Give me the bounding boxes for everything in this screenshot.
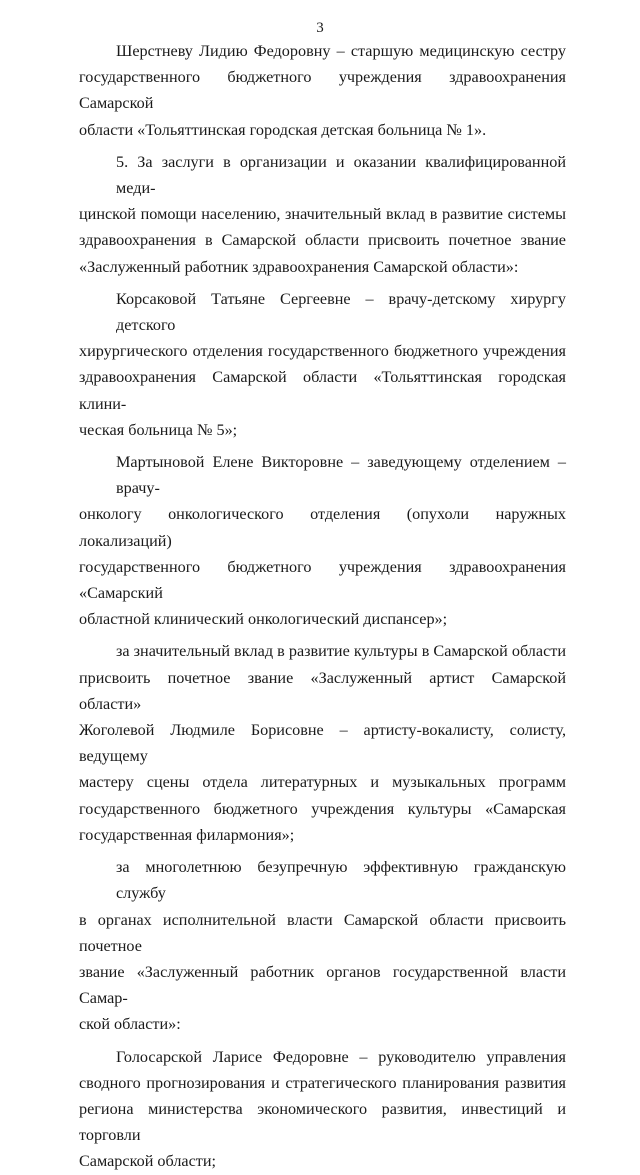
text-line: Шерстневу Лидию Федоровну – старшую медицинскую сестру	[116, 42, 566, 60]
text-line: областной клинический онкологический диспансер»;	[79, 610, 448, 629]
text-line: цинской помощи населению, значительный вклад в развитие системы	[79, 205, 566, 224]
text-line: в органах исполнительной власти Самарской области присвоить почетное	[79, 910, 566, 955]
text-line: звание «Заслуженный работник органов государственной власти Самар-	[79, 962, 566, 1008]
text-line: государственного бюджетного учреждения здравоохранения «Самарский	[79, 557, 566, 603]
text-line: Корсаковой Татьяне Сергеевне – врачу-детскому хирургу детского	[116, 289, 566, 335]
text-line: онкологу онкологического отделения (опухоли наружных локализаций)	[79, 505, 566, 550]
paragraph-culture	[79, 638, 566, 848]
document-body	[79, 38, 566, 1175]
page-number: 3	[316, 20, 324, 36]
text-line: сводного прогнозирования и стратегического планирования развития	[79, 1073, 566, 1092]
text-line: хирургического отделения государственного бюджетного учреждения	[79, 342, 566, 361]
text-line: области «Тольяттинская городская детская больница № 1».	[79, 120, 487, 139]
text-line: Голосарской Ларисе Федоровне – руководителю управления	[116, 1047, 566, 1066]
text-line: за значительный вклад в развитие культуры в Самарской области	[116, 642, 566, 661]
paragraph-item-5	[79, 149, 566, 280]
text-line: региона министерства экономического развития, инвестиций и торговли	[79, 1099, 566, 1145]
text-line: Самарской области;	[79, 1152, 217, 1171]
paragraph-korsakova	[79, 286, 566, 443]
text-line: Мартыновой Елене Викторовне – заведующему отделением – врачу-	[116, 453, 566, 498]
text-line: Жоголевой Людмиле Борисовне – артисту-вокалисту, солисту, ведущему	[79, 721, 566, 766]
paragraph-sherstneva	[79, 38, 566, 143]
text-line: здравоохранения Самарской области «Тольяттинская городская клини-	[79, 368, 566, 413]
text-line: присвоить почетное звание «Заслуженный артист Самарской области»	[79, 668, 566, 713]
text-line: государственного бюджетного учреждения здравоохранения Самарской	[79, 68, 566, 113]
text-line: 5. За заслуги в организации и оказании квалифицированной меди-	[116, 152, 566, 198]
text-line: государственного бюджетного учреждения культуры «Самарская	[79, 799, 566, 818]
text-line: ческая больница № 5»;	[79, 420, 238, 439]
text-line: за многолетнюю безупречную эффективную гражданскую службу	[116, 858, 566, 903]
text-line: ской области»:	[79, 1015, 181, 1034]
text-line: государственная филармония»;	[79, 825, 295, 844]
paragraph-golosarskaya	[79, 1044, 566, 1175]
text-line: мастеру сцены отдела литературных и музыкальных программ	[79, 773, 566, 792]
paragraph-civil-service	[79, 854, 566, 1037]
paragraph-martynova	[79, 449, 566, 632]
text-line: здравоохранения в Самарской области присвоить почетное звание	[79, 231, 566, 250]
text-line: «Заслуженный работник здравоохранения Самарской области»:	[79, 257, 519, 276]
